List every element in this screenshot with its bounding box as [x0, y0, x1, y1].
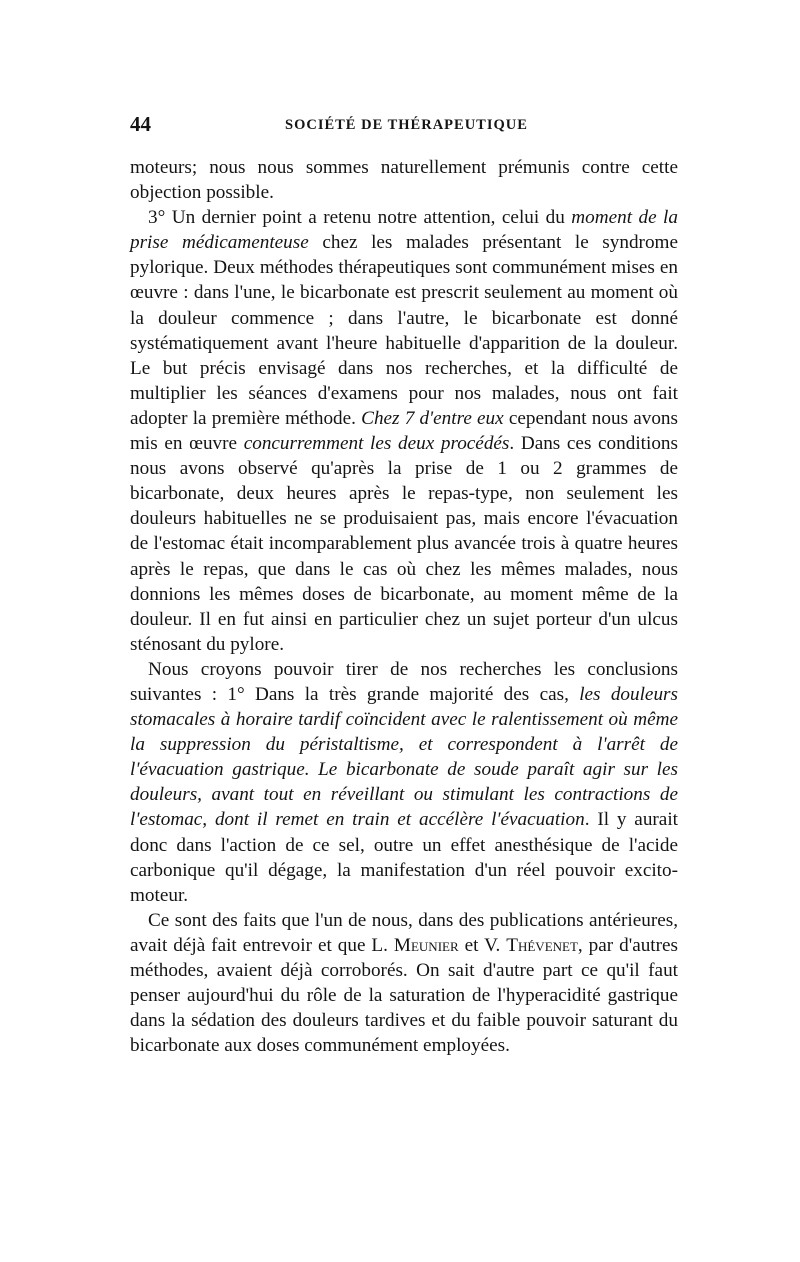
page-number: 44: [130, 112, 151, 136]
paragraph-conclusions: [130, 657, 678, 908]
text-run: moteurs; nous nous sommes naturellement prémunis contre cette objection possible.: [130, 157, 678, 204]
paragraph-point-3: [130, 205, 678, 657]
text-run: chez les malades présentant le syndrome pylorique. Deux méthodes thérapeutiques sont communément mises en œuvre : dans l'une, le bicarbonate est prescrit seulement au moment où la douleur commence ; dans l'autre, le bicarbonate est donné systématiquement avant l'heure habituelle d'apparition de la douleur. Le but précis envisagé dans nos recherches, et la difficulté de multiplier les séances d'examens pour nos malades, nous ont fait adopter la première méthode.: [130, 232, 678, 429]
running-head: SOCIÉTÉ DE THÉRAPEUTIQUE: [285, 117, 528, 133]
author-name: Meunier: [393, 934, 459, 956]
paragraph-final: [130, 908, 678, 1059]
page-header: [130, 112, 678, 142]
body-text: [130, 155, 678, 1058]
text-run: , par d'autres méthodes, avaient déjà corroborés. On sait d'autre part ce qu'il faut penser aujourd'hui du rôle de la saturation de l'hyperacidité gastrique dans la sédation des douleurs tardives et du faible pouvoir saturant du bicarbonate aux doses communément employées.: [130, 934, 679, 1057]
italic-run: concurremment les deux procédés: [243, 433, 510, 455]
italic-run: Chez 7 d'entre eux: [361, 407, 504, 429]
text-run: . Il y aurait donc dans l'action de ce sel, outre un effet anesthésique de l'acide carbonique qu'il dégage, la manifestation d'un réel pouvoir excito-moteur.: [130, 809, 678, 906]
text-run: . Dans ces conditions nous avons observé qu'après la prise de 1 ou 2 grammes de bicarbonate, deux heures après le repas-type, non seulement les douleurs habituelles ne se produisaient pas, mais encore l'évacuation de l'estomac était incomparablement plus avancée trois à quatre heures après le repas, que dans le cas où chez les mêmes malades, nous donnions les mêmes doses de bicarbonate, au moment même de la douleur. Il en fut ainsi en particulier chez un sujet porteur d'un ulcus sténosant du pylore.: [130, 433, 678, 655]
text-run: et V.: [458, 934, 507, 956]
text-run: Nous croyons pouvoir tirer de nos recherches les conclusions suivantes : 1° Dans la très grande majorité des cas,: [130, 658, 678, 705]
text-run: cependant nous avons mis en œuvre: [130, 407, 678, 455]
text-run: 3° Un dernier point a retenu notre attention, celui du: [148, 207, 572, 229]
text-run: Ce sont des faits que l'un de nous, dans des publications antérieures, avait déjà fait entrevoir et que L.: [130, 909, 678, 956]
paragraph-continuation: [130, 155, 678, 205]
author-name: Thévenet: [506, 934, 578, 956]
italic-run: les douleurs stomacales à horaire tardif coïncident avec le ralentissement où même la suppression du péristaltisme, et correspondent à l'arrêt de l'évacuation gastrique. Le bicarbonate de soude paraît agir sur les douleurs, avant tout en réveillant ou stimulant les contractions de l'estomac, dont il remet en train et accélère l'évacuation: [130, 683, 678, 831]
italic-run: moment de la prise médicamenteuse: [130, 207, 678, 254]
